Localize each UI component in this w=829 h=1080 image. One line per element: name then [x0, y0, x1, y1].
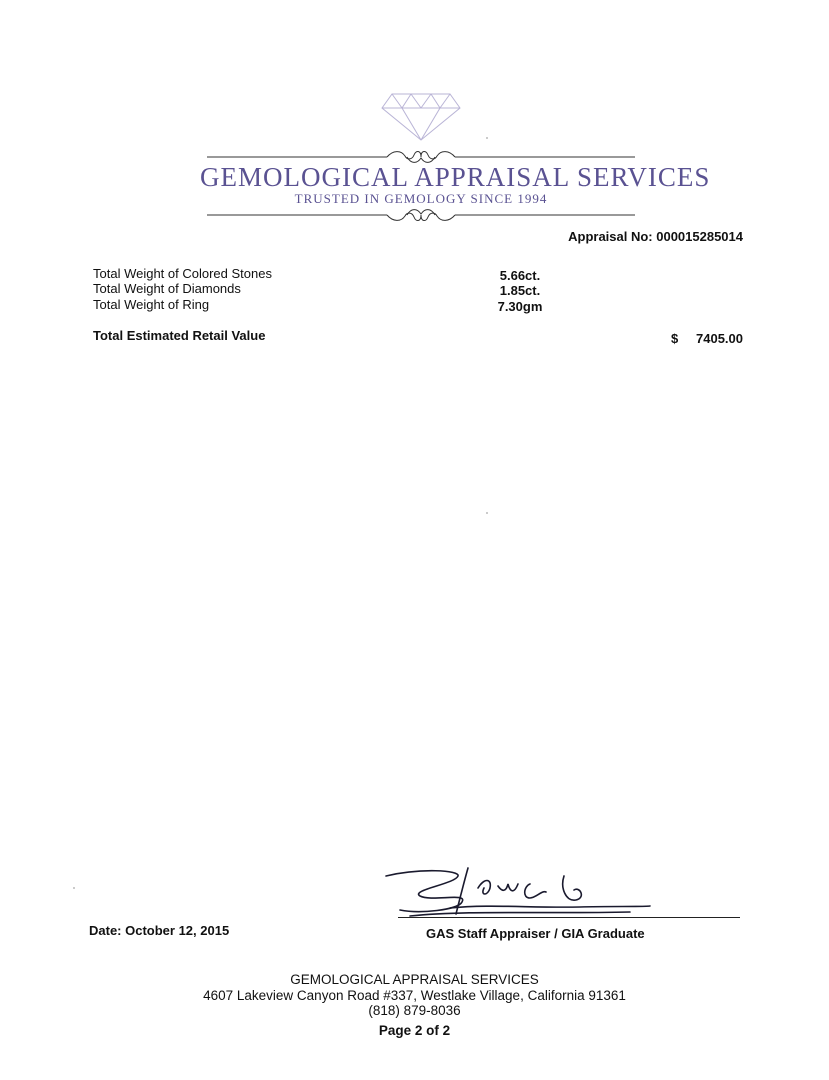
- ring-weight-label: Total Weight of Ring: [93, 297, 210, 312]
- appraiser-title: GAS Staff Appraiser / GIA Graduate: [426, 926, 645, 941]
- diamond-icon: [380, 92, 462, 142]
- handwritten-signature: [380, 862, 660, 922]
- ornament-rule-bottom: [207, 204, 635, 226]
- page-number: Page 2 of 2: [378, 1023, 451, 1038]
- diamonds-weight-value: 1.85ct.: [499, 283, 541, 298]
- colored-stones-weight-value: 5.66ct.: [499, 268, 541, 283]
- footer-address: 4607 Lakeview Canyon Road #337, Westlake Village, California 91361: [203, 988, 626, 1003]
- diamonds-weight-label: Total Weight of Diamonds: [93, 281, 241, 296]
- footer-phone: (818) 879-8036: [368, 1003, 461, 1018]
- signature-line: [398, 917, 740, 918]
- total-currency-symbol: $: [671, 331, 679, 346]
- scan-speck: [486, 137, 488, 139]
- appraisal-number: Appraisal No: 000015285014: [568, 229, 743, 244]
- appraisal-date: Date: October 12, 2015: [89, 923, 230, 938]
- brand-name: GEMOLOGICAL APPRAISAL SERVICES: [200, 162, 711, 192]
- total-value-label: Total Estimated Retail Value: [93, 328, 266, 343]
- colored-stones-weight-label: Total Weight of Colored Stones: [93, 266, 272, 281]
- ring-weight-value: 7.30gm: [497, 299, 543, 314]
- scan-speck: [73, 887, 75, 889]
- total-value-amount: 7405.00: [696, 331, 743, 346]
- scan-speck: [486, 512, 488, 514]
- brand-tagline: TRUSTED IN GEMOLOGY SINCE 1994: [294, 191, 548, 206]
- footer-company: GEMOLOGICAL APPRAISAL SERVICES: [290, 972, 539, 987]
